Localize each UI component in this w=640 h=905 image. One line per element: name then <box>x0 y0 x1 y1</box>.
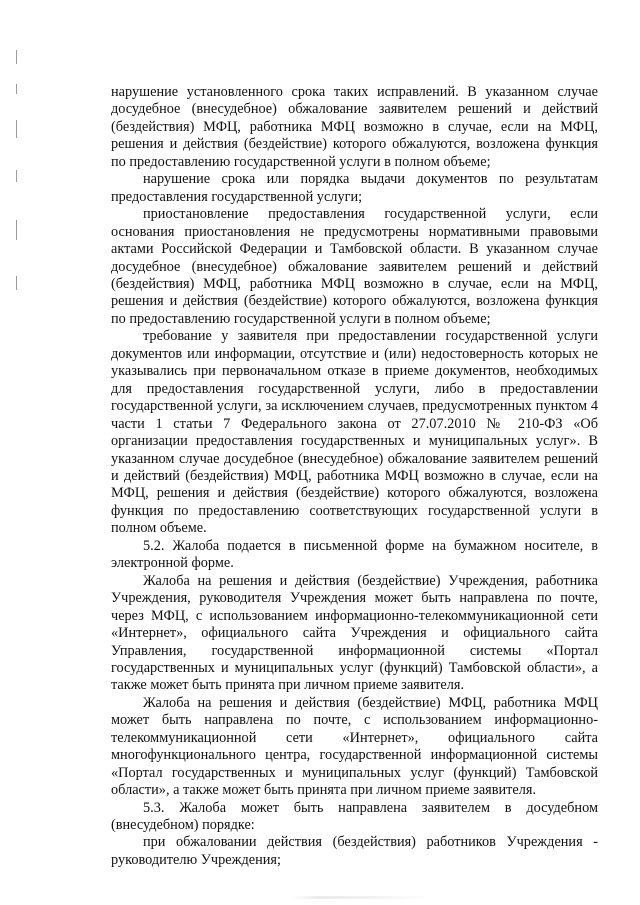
paragraph-section-5-2: 5.2. Жалоба подается в письменной форме на бумажном носителе, в электронной форме. <box>111 537 598 572</box>
binding-margin-marks <box>12 50 22 310</box>
paragraph-complaint-mfc: Жалоба на решения и действия (бездействие) МФЦ, работника МФЦ может быть направлена по почте, с использованием информационно-телекоммуникационной сети «Интернет», официального сайта многофункционального центра, государственной информационной системы «Портал государственных и муниципальных услуг (функций) Тамбовской области», а также может быть принята при личном приеме заявителя. <box>111 694 598 799</box>
paragraph-violation-correction-term: нарушение установленного срока таких исправлений. В указанном случае досудебное (внесудебное) обжалование заявителем решений и действий (бездействия) МФЦ, работника МФЦ возможно в случае, если на МФЦ, решения и действия (бездействие) которого обжалуются, возложена функция по предоставлению государственной услуги в полном объеме; <box>111 84 598 170</box>
paragraph-section-5-3: 5.3. Жалоба может быть направлена заявителем в досудебном (внесудебном) порядке: <box>111 799 598 834</box>
paragraph-appeal-to-head: при обжаловании действия (бездействия) работников Учреждения - руководителю Учреждения; <box>111 834 598 868</box>
paragraph-document-requirement: требование у заявителя при предоставлении государственной услуги документов или информации, отсутствие и (или) недостоверность которых не указывались при первоначальном отказе в приеме документов, необходимых для предоставления государственной услуги, либо в предоставлении государственной услуги, за исключением случаев, предусмотренных пунктом 4 части 1 статьи 7 Федерального закона от 27.07.2010 № 210-ФЗ «Об организации предоставления государственных и муниципальных услуг». В указанном случае досудебное (внесудебное) обжалование заявителем решений и действий (бездействия) МФЦ, работника МФЦ возможно в случае, если на МФЦ, решения и действия (бездействие) которого обжалуются, возложена функция по предоставлению соответствующих государственной услуги в полном объеме. <box>111 328 598 537</box>
paragraph-complaint-institution: Жалоба на решения и действия (бездействие) Учреждения, работника Учреждения, руководителя Учреждения может быть направлена по почте, через МФЦ, с использованием информационно-телекоммуникационной сети «Интернет», официального сайта Учреждения и официального сайта Управления, государственной информационной системы «Портал государственных и муниципальных услуг (функций) Тамбовской области», а также может быть принята при личном приеме заявителя. <box>111 572 598 694</box>
faint-scan-artifact <box>290 896 430 899</box>
paragraph-violation-issue-term: нарушение срока или порядка выдачи документов по результатам предоставления государственной услуги; <box>111 171 598 205</box>
document-body <box>111 84 598 869</box>
paragraph-suspension: приостановление предоставления государственной услуги, если основания приостановления не предусмотрены нормативными правовыми актами Российской Федерации и Тамбовской области. В указанном случае досудебное (внесудебное) обжалование заявителем решений и действий (бездействия) МФЦ, работника МФЦ возможно в случае, если на МФЦ, решения и действия (бездействие) которого обжалуются, возложена функция по предоставлению государственной услуги в полном объеме; <box>111 206 598 327</box>
